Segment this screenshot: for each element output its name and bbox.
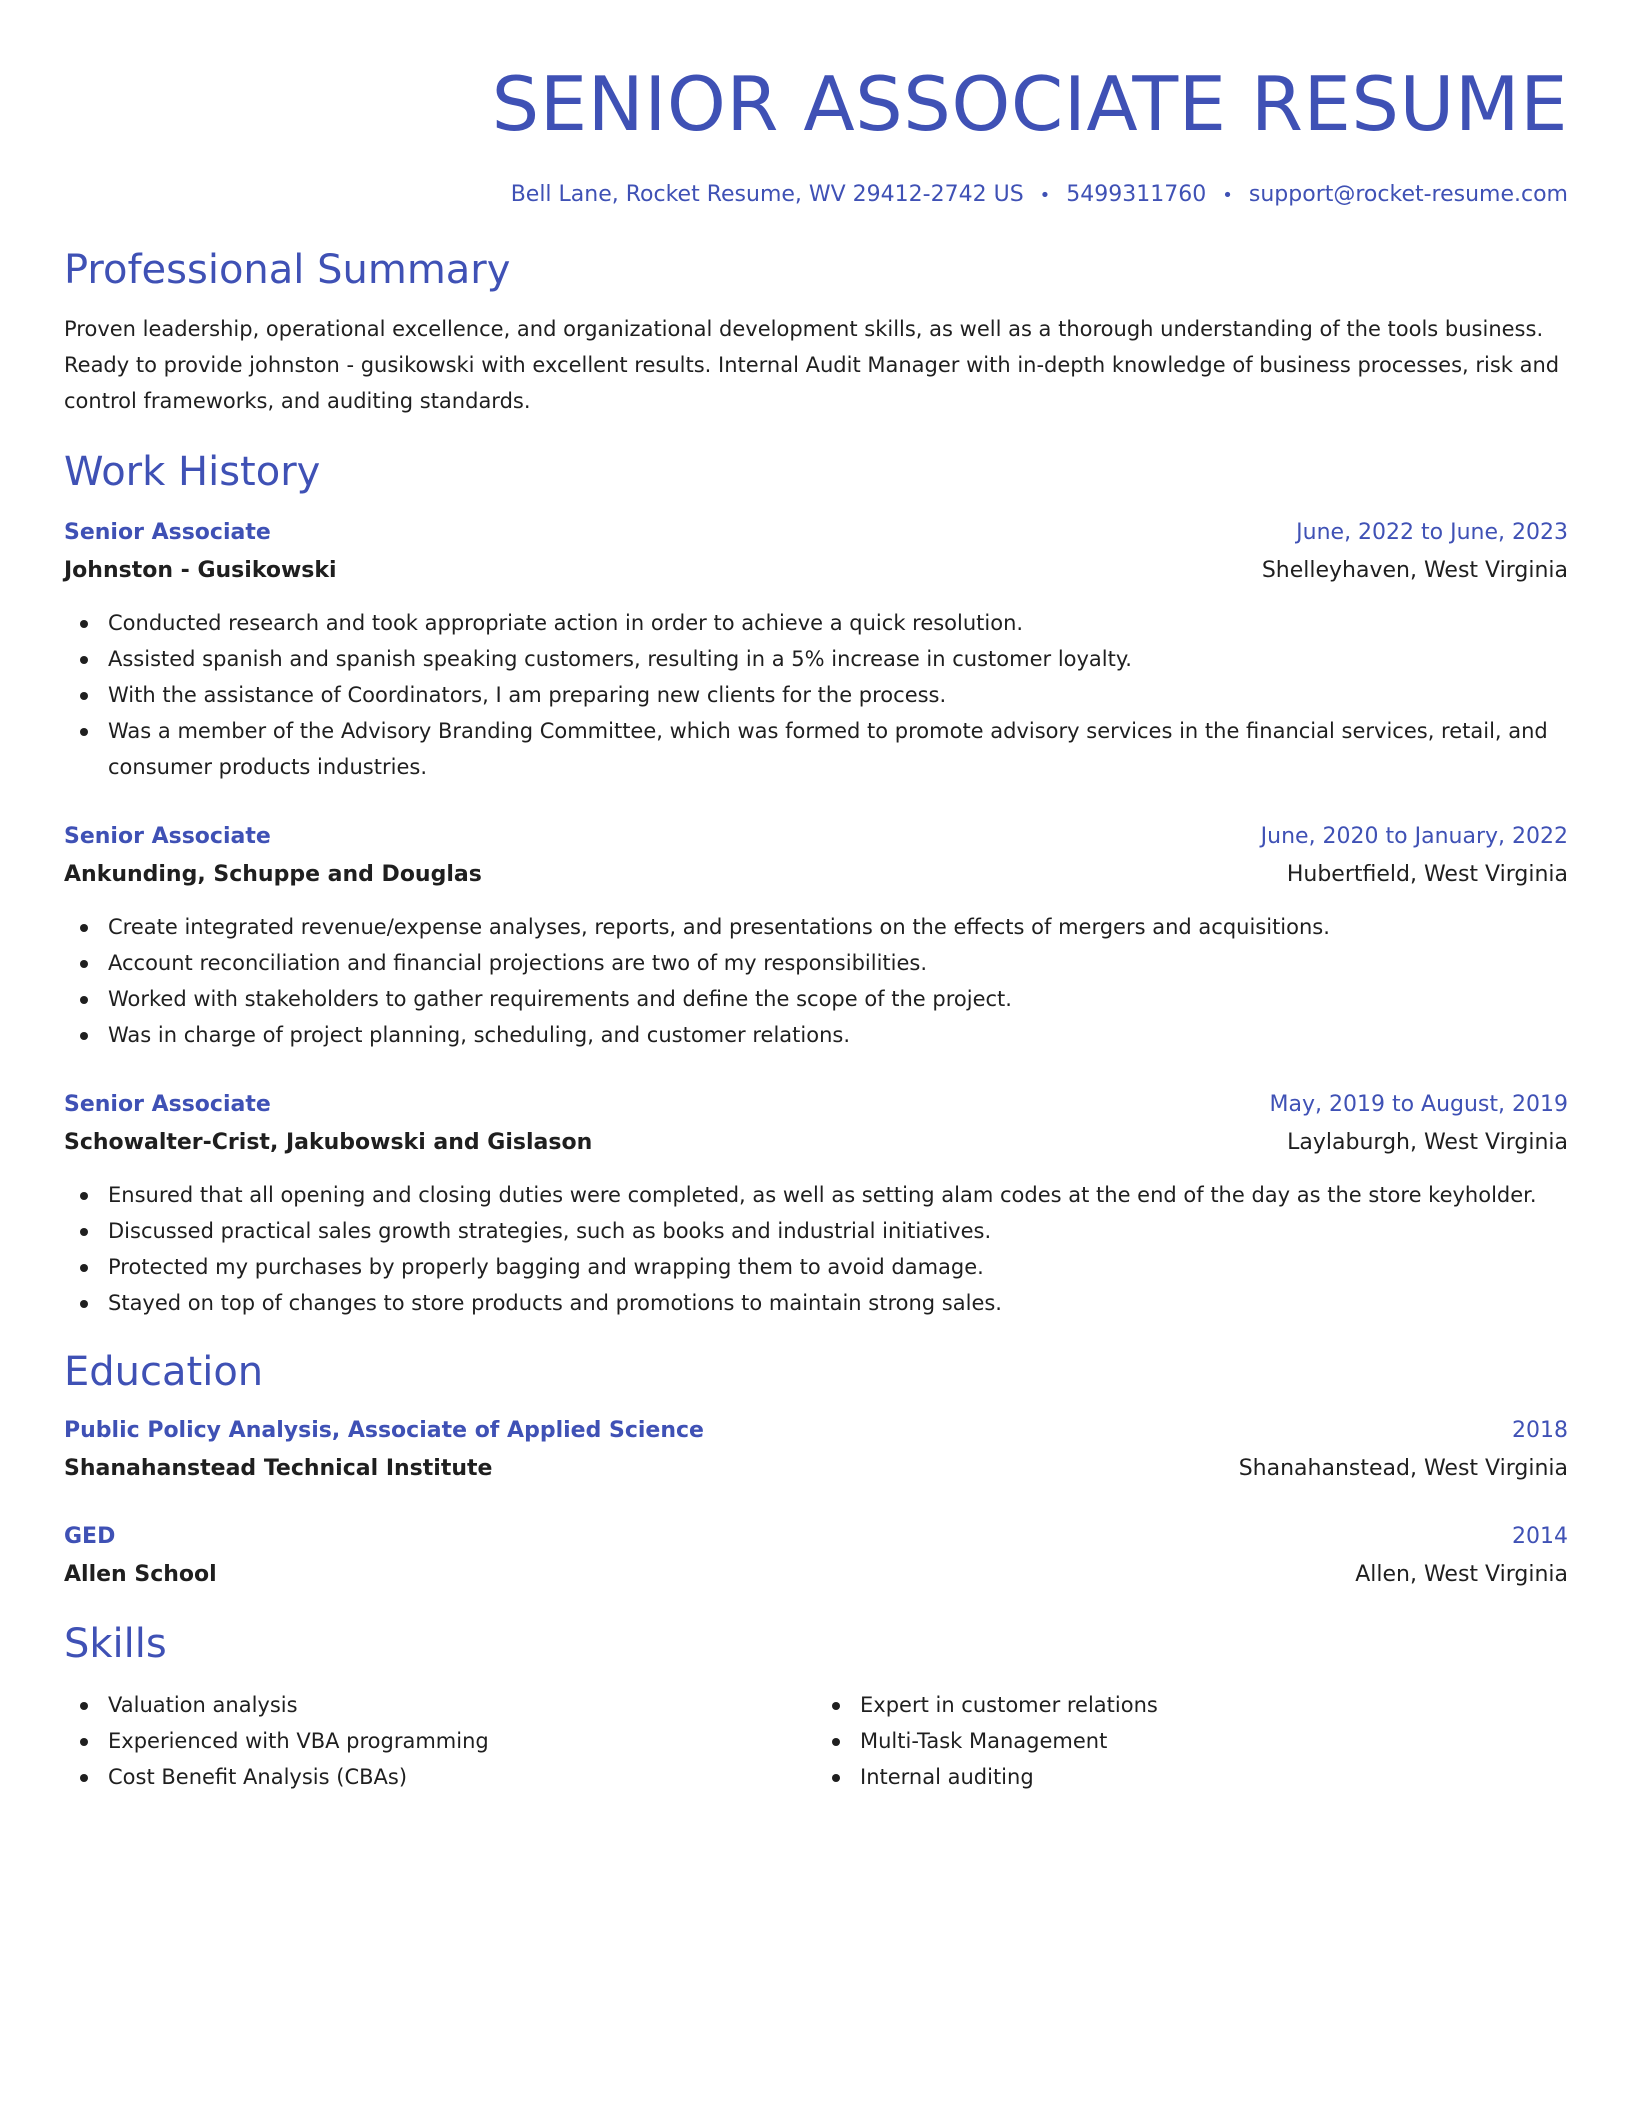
job-title-row <box>64 819 1568 855</box>
job-bullet: Assisted spanish and spanish speaking customers, resulting in a 5% increase in customer loyalty. <box>64 641 1568 677</box>
education-degree-row <box>64 1519 1568 1555</box>
education-school-row <box>64 1449 1568 1489</box>
education-entry <box>64 1519 1568 1595</box>
job-location: Shelleyhaven, West Virginia <box>1261 558 1568 583</box>
job-bullet: Stayed on top of changes to store products and promotions to maintain strong sales. <box>64 1285 1568 1321</box>
job-title-row <box>64 1087 1568 1123</box>
job-title: Senior Associate <box>64 520 271 545</box>
job-bullet: Ensured that all opening and closing duties were completed, as well as setting alam codes at the end of the day as the store keyholder. <box>64 1177 1568 1213</box>
skill-item: Internal auditing <box>816 1759 1568 1795</box>
job-company: Ankunding, Schuppe and Douglas <box>64 862 482 887</box>
education-school: Allen School <box>64 1562 217 1587</box>
skills-heading: Skills <box>64 1621 167 1667</box>
skill-item: Expert in customer relations <box>816 1687 1568 1723</box>
job-bullet: Protected my purchases by properly bagging and wrapping them to avoid damage. <box>64 1249 1568 1285</box>
job-entry <box>64 819 1568 1053</box>
education-school: Shanahanstead Technical Institute <box>64 1456 493 1481</box>
education-degree: GED <box>64 1524 116 1549</box>
job-title: Senior Associate <box>64 824 271 849</box>
resume-title: SENIOR ASSOCIATE RESUME <box>491 60 1568 148</box>
job-dates: May, 2019 to August, 2019 <box>1269 1092 1568 1117</box>
contact-address: Bell Lane, Rocket Resume, WV 29412-2742 US <box>510 182 1024 207</box>
education-degree: Public Policy Analysis, Associate of Applied Science <box>64 1418 704 1443</box>
skills-list-left <box>64 1687 816 1795</box>
job-bullets <box>64 605 1568 785</box>
job-company-row <box>64 1123 1568 1163</box>
skills-grid <box>64 1687 1568 1795</box>
skill-item: Cost Benefit Analysis (CBAs) <box>64 1759 816 1795</box>
job-company: Johnston - Gusikowski <box>64 558 337 583</box>
education-school-row <box>64 1555 1568 1595</box>
summary-heading: Professional Summary <box>64 247 511 293</box>
skills-list-right <box>816 1687 1568 1795</box>
job-bullet: Create integrated revenue/expense analyses, reports, and presentations on the effects of mergers and acquisitions. <box>64 909 1568 945</box>
job-location: Laylaburgh, West Virginia <box>1287 1130 1568 1155</box>
skill-item: Valuation analysis <box>64 1687 816 1723</box>
job-bullet: Discussed practical sales growth strategies, such as books and industrial initiatives. <box>64 1213 1568 1249</box>
job-dates: June, 2022 to June, 2023 <box>1296 520 1568 545</box>
education-heading: Education <box>64 1349 264 1395</box>
job-bullets <box>64 909 1568 1053</box>
job-entry <box>64 1087 1568 1321</box>
job-location: Hubertfield, West Virginia <box>1286 862 1568 887</box>
summary-text: Proven leadership, operational excellence, and organizational development skills, as well as a thorough understanding of the tools business. Ready to provide johnston - gusikowski with excellent results. Internal Audit Manager with in-depth knowledge of business processes, risk and control frameworks, and auditing standards. <box>64 317 1560 413</box>
contact-phone: 5499311760 <box>1066 182 1207 207</box>
job-bullet: Account reconciliation and financial projections are two of my responsibilities. <box>64 945 1568 981</box>
contact-line <box>64 180 1568 211</box>
job-entry <box>64 515 1568 785</box>
job-bullet: Was in charge of project planning, scheduling, and customer relations. <box>64 1017 1568 1053</box>
skill-item: Multi-Task Management <box>816 1723 1568 1759</box>
job-title: Senior Associate <box>64 1092 271 1117</box>
contact-separator: • <box>1222 185 1233 206</box>
job-dates: June, 2020 to January, 2022 <box>1260 824 1568 849</box>
job-bullet: Conducted research and took appropriate action in order to achieve a quick resolution. <box>64 605 1568 641</box>
job-bullet: Was a member of the Advisory Branding Committee, which was formed to promote advisory services in the financial services, retail, and consumer products industries. <box>64 713 1568 785</box>
job-bullet: With the assistance of Coordinators, I am preparing new clients for the process. <box>64 677 1568 713</box>
education-location: Shanahanstead, West Virginia <box>1238 1456 1568 1481</box>
education-year: 2018 <box>1512 1418 1568 1443</box>
job-bullet: Worked with stakeholders to gather requirements and define the scope of the project. <box>64 981 1568 1017</box>
education-entry <box>64 1413 1568 1489</box>
job-company: Schowalter-Crist, Jakubowski and Gislason <box>64 1130 593 1155</box>
education-degree-row <box>64 1413 1568 1449</box>
skill-item: Experienced with VBA programming <box>64 1723 816 1759</box>
education-year: 2014 <box>1512 1524 1568 1549</box>
job-title-row <box>64 515 1568 551</box>
contact-separator: • <box>1039 185 1051 206</box>
work-history-heading: Work History <box>64 449 321 495</box>
job-company-row <box>64 551 1568 591</box>
job-bullets <box>64 1177 1568 1321</box>
education-location: Allen, West Virginia <box>1355 1562 1568 1587</box>
contact-email: support@rocket-resume.com <box>1248 182 1568 207</box>
job-company-row <box>64 855 1568 895</box>
